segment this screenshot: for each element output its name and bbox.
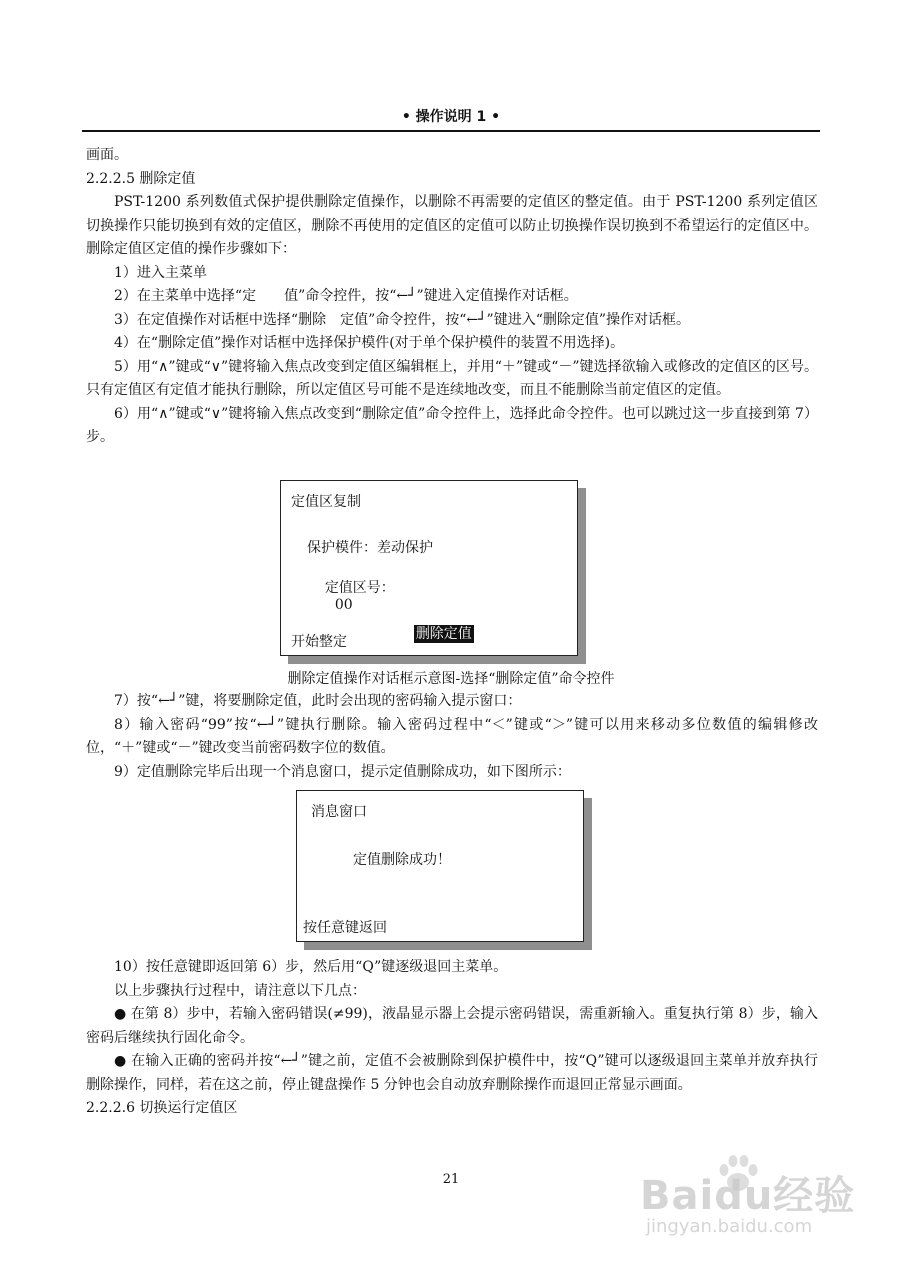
body-text-top bbox=[86, 144, 818, 450]
step-9: 9）定值删除完毕后出现一个消息窗口，提示定值删除成功，如下图所示： bbox=[114, 763, 571, 780]
start-setting-label: 开始整定 bbox=[291, 634, 347, 650]
section-heading-switch-zone: 2.2.2.6 切换运行定值区 bbox=[86, 1100, 238, 1116]
message-window bbox=[296, 790, 584, 942]
step-6: 6）用“∧”键或“∨”键将输入焦点改变到“删除定值”命令控件上，选择此命令控件。也可以跳过这一步直接到第 7）步。 bbox=[86, 405, 818, 445]
paragraph-continuation: 画面。 bbox=[86, 147, 128, 163]
page-header: • 操作说明 1 • bbox=[401, 109, 501, 125]
watermark-url: jingyan.baidu.com bbox=[646, 1216, 813, 1237]
zone-label bbox=[307, 561, 395, 629]
body-text-middle bbox=[86, 690, 818, 784]
page-number: 21 bbox=[442, 1172, 460, 1187]
delete-settings-dialog bbox=[280, 480, 578, 656]
note-bullet-1: ● 在第 8）步中，若输入密码错误(≠99)，液晶显示器上会提示密码错误，需重新输入。重复执行第 8）步，输入密码后继续执行固化命令。 bbox=[86, 1006, 818, 1046]
step-7: 7）按“←┘”键，将要删除定值，此时会出现的密码输入提示窗口： bbox=[114, 693, 522, 709]
figure-caption: 删除定值操作对话框示意图-选择“删除定值”命令控件 bbox=[287, 671, 615, 687]
step-5: 5）用“∧”键或“∨”键将输入焦点改变到定值区编辑框上，并用“＋”键或“－”键选择欲输入或修改的定值区的区号。只有定值区有定值才能执行删除，所以定值区号可能不是连续地改变，而且不能删除当前定值区的定值。 bbox=[86, 358, 818, 398]
module-label: 保护模件：差动保护 bbox=[307, 540, 433, 556]
step-4: 4）在“删除定值”操作对话框中选择保护模件(对于单个保护模件的装置不用选择)。 bbox=[114, 335, 625, 351]
delete-success-message: 定值删除成功！ bbox=[353, 852, 451, 868]
step-1: 1）进入主菜单 bbox=[114, 264, 207, 281]
delete-settings-button[interactable] bbox=[396, 607, 474, 659]
message-window-title: 消息窗口 bbox=[311, 804, 367, 820]
delete-settings-button-label: 删除定值 bbox=[415, 626, 472, 642]
watermark-logo: Baidu经验 bbox=[640, 1173, 856, 1219]
zone-number-field[interactable]: 00 bbox=[334, 597, 353, 613]
step-3: 3）在定值操作对话框中选择“删除 定值”命令控件，按“←┘”键进入“删除定值”操作对话框。 bbox=[114, 311, 691, 328]
note-bullet-2: ● 在输入正确的密码并按“←┘”键之前，定值不会被删除到保护模件中，按“Q”键可以逐级退回主菜单并放弃执行删除操作，同样，若在这之前，停止键盘操作 5 分钟也会自动放弃删除操作而退回正常显示画面。 bbox=[86, 1053, 818, 1093]
step-2: 2）在主菜单中选择“定 值”命令控件，按“←┘”键进入定值操作对话框。 bbox=[114, 288, 578, 304]
step-10: 10）按任意键即返回第 6）步，然后用“Q”键逐级退回主菜单。 bbox=[114, 959, 508, 975]
header-rule bbox=[82, 130, 820, 132]
body-text-bottom bbox=[86, 956, 818, 1121]
dialog-title: 定值区复制 bbox=[291, 494, 361, 510]
baidu-jingyan-watermark bbox=[640, 1150, 860, 1270]
press-any-key-label: 按任意键返回 bbox=[303, 920, 387, 936]
notes-intro: 以上步骤执行过程中，请注意以下几点： bbox=[114, 982, 366, 999]
section-heading-delete-settings: 2.2.2.5 删除定值 bbox=[86, 170, 196, 187]
paragraph-intro: PST-1200 系列数值式保护提供删除定值操作，以删除不再需要的定值区的整定值。由于 PST-1200 系列定值区切换操作只能切换到有效的定值区，删除不再使用的定值区的定值可以防止切换操作误切换到不希望运行的定值区中。删除定值区定值的操作步骤如下： bbox=[86, 194, 818, 257]
zone-label-text: 定值区号： bbox=[324, 580, 395, 596]
step-8: 8）输入密码“99”按“←┘”键执行删除。输入密码过程中“＜”键或“＞”键可以用来移动多位数值的编辑修改位，“＋”键或“－”键改变当前密码数字位的数值。 bbox=[86, 716, 818, 756]
